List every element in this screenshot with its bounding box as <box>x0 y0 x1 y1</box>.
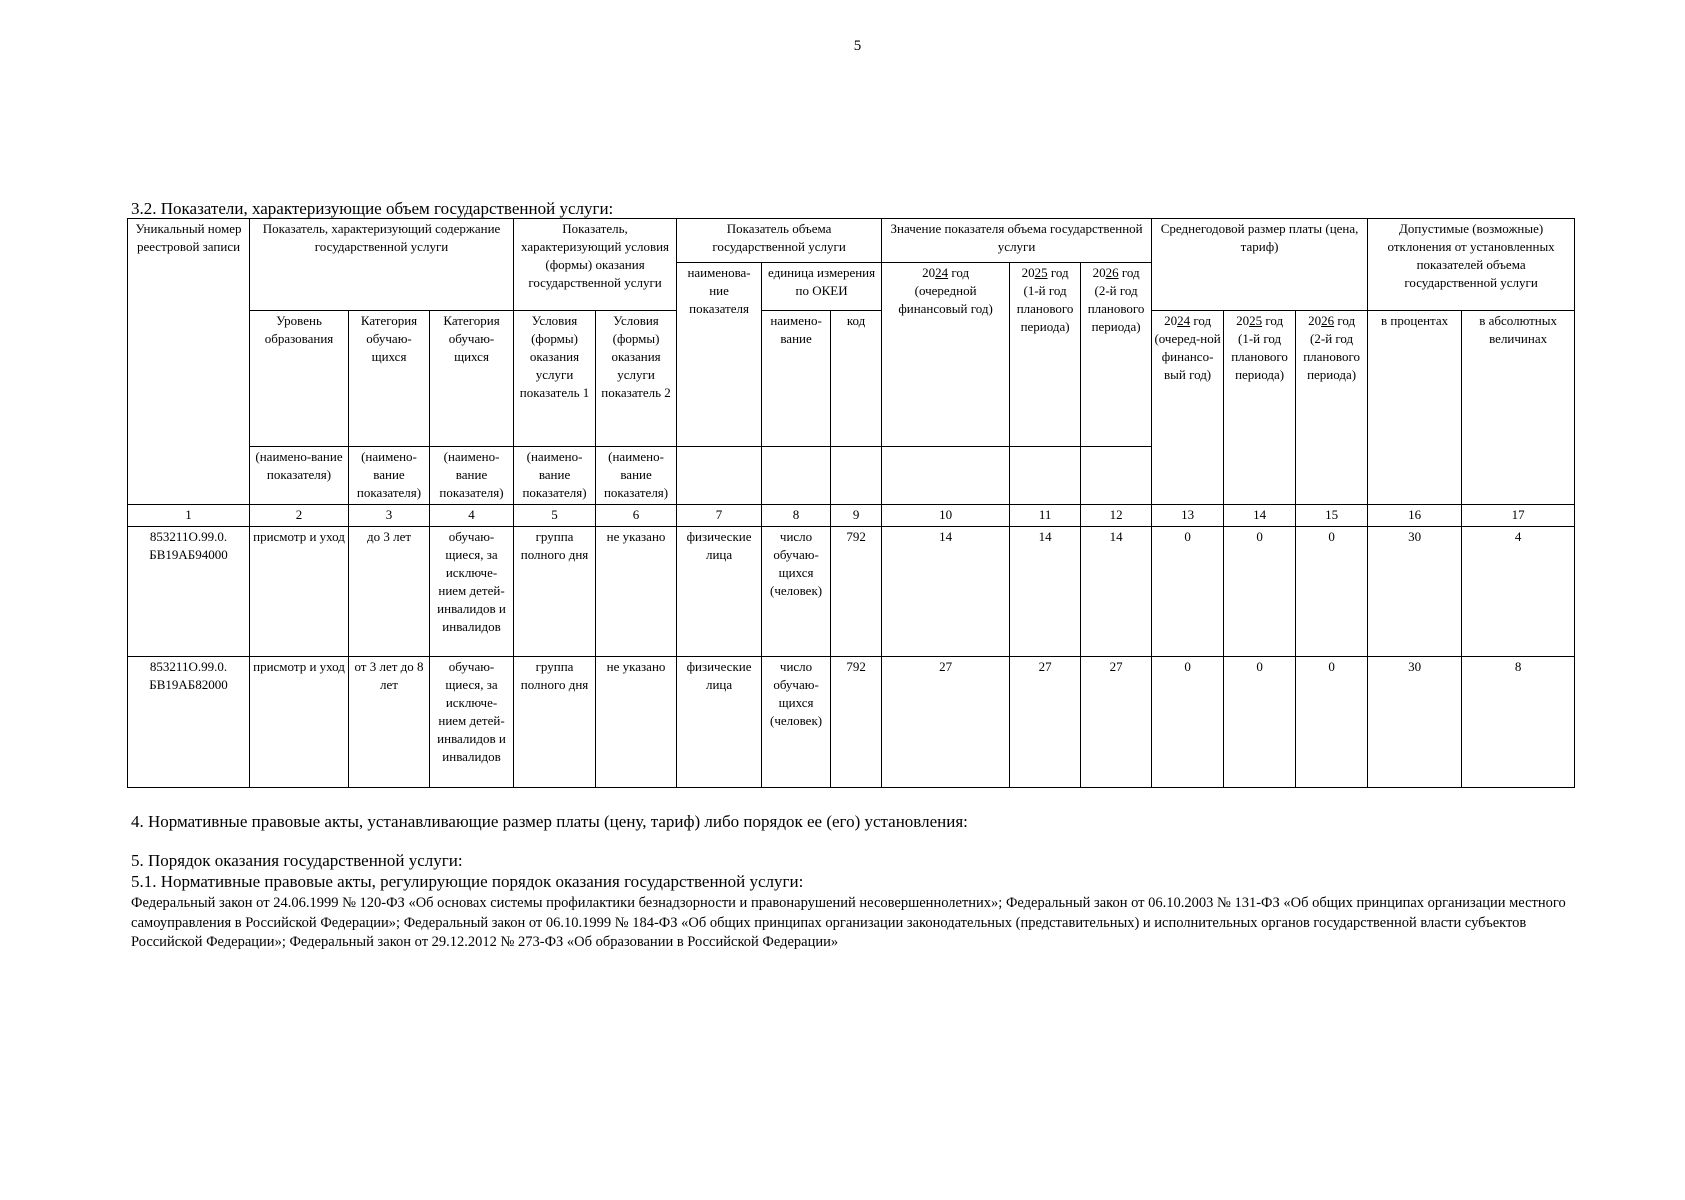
col-num: 8 <box>762 505 831 527</box>
header-conditions-group: Показатель, характеризующий условия (формы) оказания государственной услуги <box>514 219 677 311</box>
header-year-plan1 <box>1010 263 1081 447</box>
year-plan1-prefix: 20 <box>1021 265 1035 280</box>
hint-unit-code-empty <box>831 447 882 505</box>
year-plan2-value: 26 <box>1105 265 1119 280</box>
cell-value-2025: 14 <box>1010 527 1081 657</box>
col-num: 3 <box>349 505 430 527</box>
cell-fee-2024: 0 <box>1152 527 1224 657</box>
hint-condition2: (наимено-вание показателя) <box>596 447 677 505</box>
fee-plan2-suffix: год <box>1337 313 1356 328</box>
fee-plan2-prefix: 20 <box>1308 313 1322 328</box>
col-num: 14 <box>1224 505 1296 527</box>
cell-fee-2026: 0 <box>1296 527 1368 657</box>
cell-fee-2024: 0 <box>1152 657 1224 788</box>
cell-condition1: группа полного дня <box>514 657 596 788</box>
col-num: 4 <box>430 505 514 527</box>
column-number-row <box>128 505 1575 527</box>
header-condition1: Условия (формы) оказания услуги показатель 1 <box>514 311 596 447</box>
col-num: 5 <box>514 505 596 527</box>
header-unit-okei: единица измерения по ОКЕИ <box>762 263 882 311</box>
header-fee-plan2 <box>1296 311 1368 505</box>
fee-next-description: (очеред-ной финансо-вый год) <box>1154 331 1221 382</box>
header-fee-plan1 <box>1224 311 1296 505</box>
header-unit-name: наимено-вание <box>762 311 831 447</box>
col-num: 9 <box>831 505 882 527</box>
hint-unit-name-empty <box>762 447 831 505</box>
cell-category2: обучаю-щиеся, за исключе-нием детей-инвалидов и инвалидов <box>430 527 514 657</box>
year-plan1-suffix: год <box>1050 265 1069 280</box>
year-plan1-value: 25 <box>1034 265 1048 280</box>
cell-registry-id: 853211О.99.0. БВ19АБ82000 <box>128 657 250 788</box>
col-num: 7 <box>677 505 762 527</box>
hint-level: (наимено-вание показателя) <box>250 447 349 505</box>
fee-plan1-description: (1-й год планового периода) <box>1231 331 1288 382</box>
fee-plan2-value: 26 <box>1321 313 1335 328</box>
cell-category1: до 3 лет <box>349 527 430 657</box>
year-next-description: (очередной финансовый год) <box>898 283 993 316</box>
table-row <box>128 527 1575 657</box>
header-fee-group-label: Среднегодовой размер платы (цена, тариф) <box>1160 221 1359 254</box>
header-content-group: Показатель, характеризующий содержание государственной услуги <box>250 219 514 311</box>
hint-year-next-empty <box>882 447 1010 505</box>
header-unique-number: Уникальный номер реестровой записи <box>128 219 250 505</box>
fee-plan2-description: (2-й год планового периода) <box>1303 331 1360 382</box>
col-num: 17 <box>1462 505 1575 527</box>
fee-plan1-suffix: год <box>1265 313 1284 328</box>
header-value-group: Значение показателя объема государственной услуги <box>882 219 1152 263</box>
cell-category1: от 3 лет до 8 лет <box>349 657 430 788</box>
header-year-next <box>882 263 1010 447</box>
cell-condition1: группа полного дня <box>514 527 596 657</box>
cell-fee-2025: 0 <box>1224 657 1296 788</box>
fee-next-value: 24 <box>1177 313 1191 328</box>
cell-fee-2026: 0 <box>1296 657 1368 788</box>
section-title: 3.2. Показатели, характеризующие объем государственной услуги: <box>131 199 614 218</box>
header-fee-next <box>1152 311 1224 505</box>
header-category1: Категория обучаю-щихся <box>349 311 430 447</box>
section-5-1-heading: 5.1. Нормативные правовые акты, регулирующие порядок оказания государственной услуги: <box>131 872 804 891</box>
cell-fee-2025: 0 <box>1224 527 1296 657</box>
cell-code: 792 <box>831 527 882 657</box>
cell-condition2: не указано <box>596 527 677 657</box>
cell-value-2026: 27 <box>1081 657 1152 788</box>
col-num: 1 <box>128 505 250 527</box>
year-plan2-prefix: 20 <box>1092 265 1106 280</box>
header-unit-code: код <box>831 311 882 447</box>
cell-category2: обучаю-щиеся, за исключе-нием детей-инвалидов и инвалидов <box>430 657 514 788</box>
section-4-heading: 4. Нормативные правовые акты, устанавливающие размер платы (цену, тариф) либо порядок ее (его) установления: <box>131 812 968 831</box>
cell-unit: число обучаю-щихся (человек) <box>762 527 831 657</box>
header-condition2: Условия (формы) оказания услуги показатель 2 <box>596 311 677 447</box>
cell-deviation-percent: 30 <box>1368 657 1462 788</box>
header-percent: в процентах <box>1368 311 1462 505</box>
year-next-suffix: год <box>951 265 970 280</box>
cell-unit: число обучаю-щихся (человек) <box>762 657 831 788</box>
year-plan1-description: (1-й год планового периода) <box>1016 283 1074 334</box>
cell-condition2: не указано <box>596 657 677 788</box>
legal-acts-list: Федеральный закон от 24.06.1999 № 120-ФЗ «Об основах системы профилактики безнадзорности и правонарушений несовершеннолетних»; Федеральный закон от 06.10.2003 № 131-ФЗ «Об общих принципах организации местного самоуправления в Российской Федерации»; Федеральный закон от 06.10.1999 № 184-ФЗ «Об общих принципах организации законодательных (представительных) и исполнительных органов государственной власти субъектов Российской Федерации»; Федеральный закон от 29.12.2012 № 273-ФЗ «Об образовании в Российской Федерации» <box>131 895 1566 950</box>
cell-value-2024: 14 <box>882 527 1010 657</box>
col-num: 6 <box>596 505 677 527</box>
year-plan2-suffix: год <box>1121 265 1140 280</box>
hint-year-plan2-empty <box>1081 447 1152 505</box>
col-num: 16 <box>1368 505 1462 527</box>
year-next-prefix: 20 <box>922 265 936 280</box>
page-number: 5 <box>853 38 862 54</box>
cell-value-2025: 27 <box>1010 657 1081 788</box>
cell-value-2024: 27 <box>882 657 1010 788</box>
hint-condition1: (наимено-вание показателя) <box>514 447 596 505</box>
cell-deviation-absolute: 4 <box>1462 527 1575 657</box>
col-num: 15 <box>1296 505 1368 527</box>
cell-deviation-percent: 30 <box>1368 527 1462 657</box>
hint-category2: (наимено-вание показателя) <box>430 447 514 505</box>
header-category2: Категория обучаю-щихся <box>430 311 514 447</box>
cell-code: 792 <box>831 657 882 788</box>
cell-indicator: физические лица <box>677 657 762 788</box>
hint-year-plan1-empty <box>1010 447 1081 505</box>
header-volume-group: Показатель объема государственной услуги <box>677 219 882 263</box>
fee-plan1-prefix: 20 <box>1236 313 1250 328</box>
year-next-value: 24 <box>935 265 949 280</box>
header-year-plan2 <box>1081 263 1152 447</box>
col-num: 12 <box>1081 505 1152 527</box>
year-plan2-description: (2-й год планового периода) <box>1087 283 1145 334</box>
section-5-heading: 5. Порядок оказания государственной услуги: <box>131 851 463 870</box>
header-fee-group <box>1152 219 1368 311</box>
col-num: 13 <box>1152 505 1224 527</box>
cell-level: присмотр и уход <box>250 527 349 657</box>
cell-level: присмотр и уход <box>250 657 349 788</box>
header-indicator-name: наименова-ние показателя <box>677 263 762 447</box>
col-num: 2 <box>250 505 349 527</box>
col-num: 10 <box>882 505 1010 527</box>
cell-value-2026: 14 <box>1081 527 1152 657</box>
header-row-names <box>128 311 1575 337</box>
header-absolute: в абсолютных величинах <box>1462 311 1575 505</box>
header-deviation-group: Допустимые (возможные) отклонения от установленных показателей объема государственной услуги <box>1368 219 1575 311</box>
fee-next-prefix: 20 <box>1164 313 1178 328</box>
cell-registry-id: 853211О.99.0. БВ19АБ94000 <box>128 527 250 657</box>
header-row-groups <box>128 219 1575 263</box>
col-num: 11 <box>1010 505 1081 527</box>
table-row <box>128 657 1575 788</box>
fee-plan1-value: 25 <box>1249 313 1263 328</box>
hint-category1: (наимено-вание показателя) <box>349 447 430 505</box>
header-level: Уровень образования <box>250 311 349 447</box>
volume-indicators-table <box>127 218 1575 788</box>
fee-next-suffix: год <box>1193 313 1212 328</box>
cell-deviation-absolute: 8 <box>1462 657 1575 788</box>
hint-indicator-empty <box>677 447 762 505</box>
cell-indicator: физические лица <box>677 527 762 657</box>
